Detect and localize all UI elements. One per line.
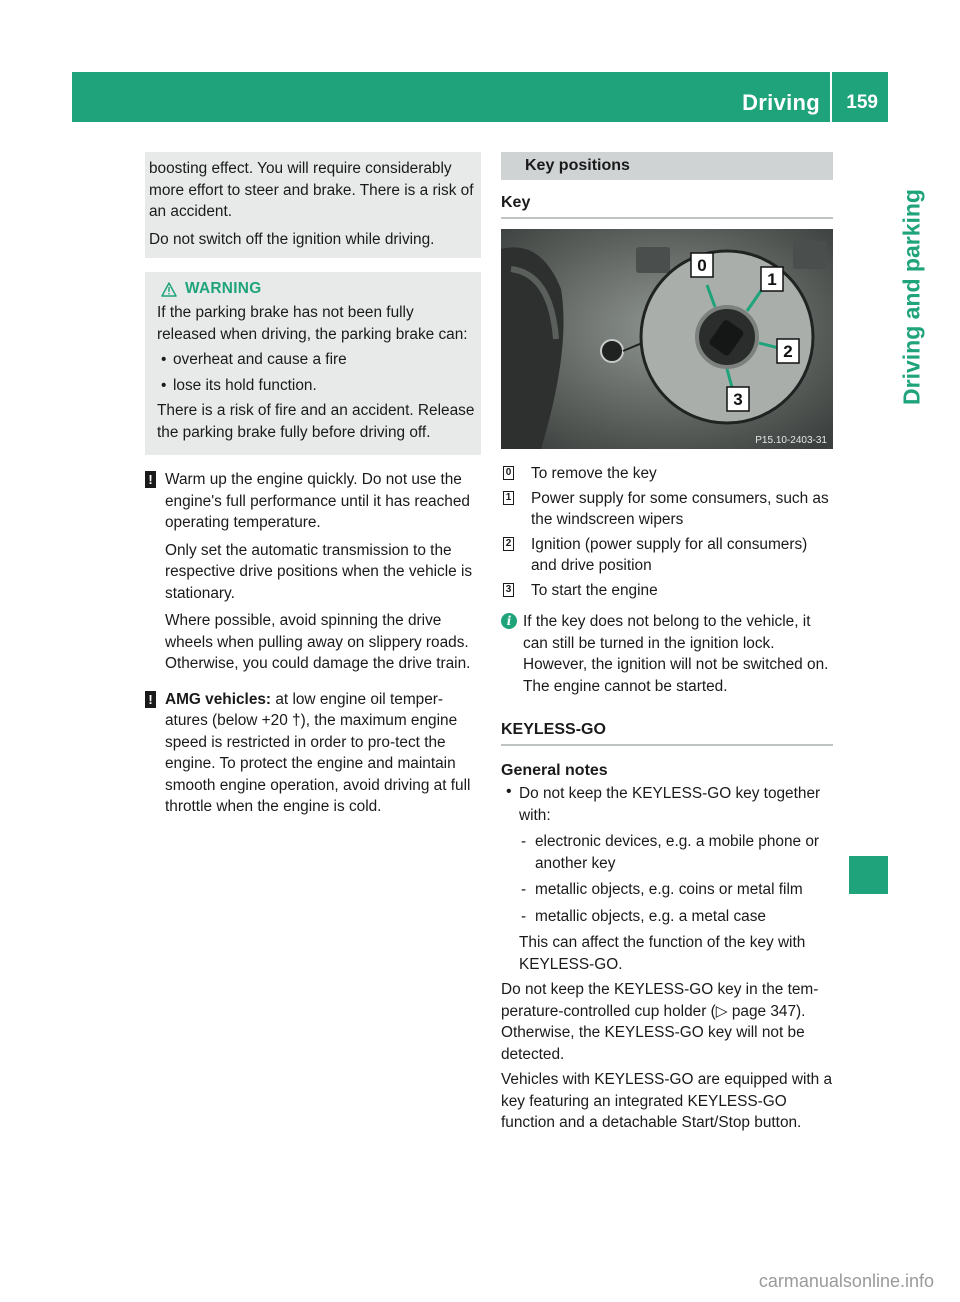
box-paragraph: boosting effect. You will require considerably more effort to steer and brake. There is a risk of an accident. <box>149 160 474 220</box>
header-bar <box>72 72 888 122</box>
legend-item: 2 Ignition (power supply for all consumers) and drive position <box>501 534 833 577</box>
page-number: 159 <box>846 92 878 113</box>
header-divider <box>830 72 832 122</box>
image-label: 3 <box>733 390 743 409</box>
warning-list <box>157 349 475 396</box>
legend-key-box: 0 <box>503 466 514 480</box>
exclamation-icon: ! <box>145 471 156 488</box>
paragraph-keyless-equipped: Vehicles with KEYLESS-GO are equipped with a key featuring an integrated KEYLESS-GO function and a detachable Start/Stop button. <box>501 1071 833 1131</box>
sub-heading-key: Key <box>501 194 833 219</box>
warning-intro: If the parking brake has not been fully released when driving, the parking brake can: <box>157 304 468 343</box>
bullet-item: • Do not keep the KEYLESS-GO key together with: <box>506 783 821 824</box>
side-tab-marker <box>849 856 888 894</box>
dash-outro: This can affect the function of the key with KEYLESS-GO. <box>519 934 806 973</box>
legend-item: 3 To start the engine <box>501 580 833 602</box>
image-label: 0 <box>697 256 707 275</box>
warning-title: WARNING <box>185 280 262 297</box>
sub-heading-keyless-go: KEYLESS-GO <box>501 721 833 746</box>
note-paragraph: Only set the automatic transmission to the respective drive positions when the vehicle is stationary. <box>165 541 473 602</box>
legend-item: 0 To remove the key <box>501 463 833 485</box>
note-amg-vehicles <box>145 689 481 818</box>
list-item: • lose its hold function. <box>157 375 475 397</box>
ignition-lock-illustration <box>501 229 833 449</box>
dash-icon: - <box>521 833 527 850</box>
note-bold-lead: AMG vehicles: <box>165 690 272 708</box>
warning-outro: There is a risk of fire and an accident. Release the parking brake fully before driving off. <box>157 402 475 441</box>
left-column <box>145 152 481 818</box>
note-engine-warmup <box>145 469 481 675</box>
warning-header <box>157 280 475 298</box>
bullet-icon: • <box>161 376 167 394</box>
dash-icon: - <box>521 881 527 898</box>
exclamation-icon: ! <box>145 691 156 708</box>
legend-key-box: 3 <box>503 583 514 597</box>
image-code: P15.10-2403-31 <box>755 435 827 446</box>
paragraph-cup-holder: Do not keep the KEYLESS-GO key in the tem-perature-controlled cup holder (▷ page 347). Otherwise, the KEYLESS-GO key will not be detected. <box>501 981 819 1063</box>
image-label: 2 <box>783 342 793 361</box>
note-paragraph: Warm up the engine quickly. Do not use the engine's full performance until it has reached operating temperature. <box>165 471 470 531</box>
list-item: - electronic devices, e.g. a mobile phone or another key <box>521 833 820 872</box>
watermark: carmanualsonline.info <box>758 1271 934 1291</box>
legend-key-box: 1 <box>503 491 514 505</box>
warning-triangle-icon <box>161 282 177 297</box>
list-item: - metallic objects, e.g. a metal case <box>519 906 833 928</box>
dash-icon: - <box>521 907 527 925</box>
continued-warning-box <box>145 152 481 258</box>
note-paragraph: AMG vehicles: at low engine oil temper-atures (below +20 †), the maximum engine speed is restricted in order to pro-tect the engine. To protect the engine and maintain smooth engine operation, avoid driving at full throttle when the engine is cold. <box>165 690 471 815</box>
side-tab-label: Driving and parking <box>898 189 925 405</box>
section-heading-key-positions: Key positions <box>501 152 833 180</box>
box-paragraph: Do not switch off the ignition while driving. <box>149 230 435 248</box>
note-paragraph: Where possible, avoid spinning the drive wheels when pulling away on slippery roads. Otherwise, you could damage the drive train. <box>165 612 471 672</box>
info-icon: i <box>501 613 517 629</box>
key-position-legend <box>501 463 833 601</box>
right-column <box>501 152 833 1138</box>
info-note: i If the key does not belong to the vehicle, it can still be turned in the ignition lock. However, the ignition will not be switched on. The engine cannot be started. <box>501 611 833 697</box>
side-tab <box>888 122 936 472</box>
warning-box <box>145 272 481 455</box>
list-item: • overheat and cause a fire <box>157 349 475 371</box>
bullet-icon: • <box>506 783 512 800</box>
section-title: Driving <box>742 90 820 115</box>
dash-list <box>501 831 833 927</box>
image-label: 1 <box>767 270 777 289</box>
legend-item: 1 Power supply for some consumers, such as the windscreen wipers <box>501 488 833 531</box>
bullet-icon: • <box>161 351 167 368</box>
general-notes-heading: General notes <box>501 762 608 779</box>
legend-key-box: 2 <box>503 537 514 551</box>
list-item: - metallic objects, e.g. coins or metal film <box>519 879 833 901</box>
